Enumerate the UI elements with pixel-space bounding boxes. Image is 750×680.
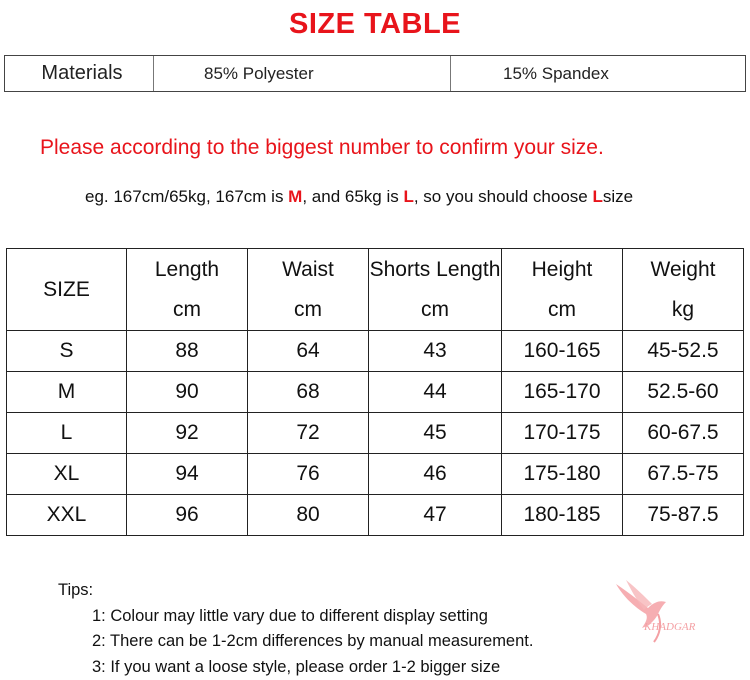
header-shorts-length-label: Shorts Length — [369, 250, 501, 290]
cell-weight: 45-52.5 — [623, 331, 744, 372]
cell-waist: 64 — [248, 331, 369, 372]
cell-length: 90 — [127, 372, 248, 413]
cell-shorts-length: 45 — [369, 413, 502, 454]
header-waist — [248, 249, 369, 331]
example-highlight-choice: L — [592, 187, 602, 206]
header-waist-unit: cm — [248, 290, 368, 330]
bird-logo-icon — [608, 578, 718, 648]
header-shorts-length-unit: cm — [369, 290, 501, 330]
cell-size: XL — [7, 454, 127, 495]
size-table — [6, 248, 744, 536]
cell-height: 180-185 — [502, 495, 623, 536]
header-length — [127, 249, 248, 331]
cell-length: 96 — [127, 495, 248, 536]
header-height-label: Height — [502, 250, 622, 290]
example-text-4: size — [603, 187, 633, 206]
brand-logo — [608, 578, 718, 648]
cell-weight: 67.5-75 — [623, 454, 744, 495]
cell-height: 160-165 — [502, 331, 623, 372]
materials-bar — [4, 55, 746, 92]
cell-height: 175-180 — [502, 454, 623, 495]
example-highlight-m: M — [288, 187, 302, 206]
cell-shorts-length: 47 — [369, 495, 502, 536]
cell-length: 94 — [127, 454, 248, 495]
size-notice: Please according to the biggest number to confirm your size. — [40, 136, 604, 160]
cell-height: 170-175 — [502, 413, 623, 454]
cell-weight: 60-67.5 — [623, 413, 744, 454]
cell-waist: 76 — [248, 454, 369, 495]
example-text-1: eg. 167cm/65kg, 167cm is — [85, 187, 288, 206]
header-length-label: Length — [127, 250, 247, 290]
cell-weight: 75-87.5 — [623, 495, 744, 536]
header-size-label: SIZE — [43, 278, 90, 301]
header-height-unit: cm — [502, 290, 622, 330]
table-row — [7, 454, 744, 495]
header-weight-unit: kg — [623, 290, 743, 330]
cell-shorts-length: 43 — [369, 331, 502, 372]
page-title: SIZE TABLE — [0, 8, 750, 41]
cell-waist: 80 — [248, 495, 369, 536]
example-text-3: , so you should choose — [414, 187, 593, 206]
cell-waist: 68 — [248, 372, 369, 413]
cell-size: S — [7, 331, 127, 372]
cell-height: 165-170 — [502, 372, 623, 413]
header-waist-label: Waist — [248, 250, 368, 290]
example-highlight-l: L — [403, 187, 413, 206]
table-row — [7, 495, 744, 536]
header-height — [502, 249, 623, 331]
tips-heading: Tips: — [58, 578, 533, 604]
tip-item: 3: If you want a loose style, please order 1-2 bigger size — [58, 655, 533, 680]
table-row — [7, 331, 744, 372]
cell-length: 92 — [127, 413, 248, 454]
tip-item: 1: Colour may little vary due to different display setting — [58, 604, 533, 630]
cell-length: 88 — [127, 331, 248, 372]
header-weight-label: Weight — [623, 250, 743, 290]
table-row — [7, 413, 744, 454]
header-weight — [623, 249, 744, 331]
logo-text: KHADGAR — [643, 621, 696, 633]
cell-size: L — [7, 413, 127, 454]
header-size — [7, 249, 127, 331]
example-text-2: , and 65kg is — [302, 187, 403, 206]
materials-label: Materials — [5, 56, 154, 91]
cell-waist: 72 — [248, 413, 369, 454]
size-table-header-row — [7, 249, 744, 331]
cell-weight: 52.5-60 — [623, 372, 744, 413]
tip-item: 2: There can be 1-2cm differences by manual measurement. — [58, 629, 533, 655]
header-shorts-length — [369, 249, 502, 331]
table-row — [7, 372, 744, 413]
header-length-unit: cm — [127, 290, 247, 330]
cell-shorts-length: 44 — [369, 372, 502, 413]
size-example — [85, 187, 633, 207]
cell-shorts-length: 46 — [369, 454, 502, 495]
material-spandex: 15% Spandex — [451, 56, 745, 91]
cell-size: XXL — [7, 495, 127, 536]
cell-size: M — [7, 372, 127, 413]
tips-section — [58, 578, 533, 680]
material-polyester: 85% Polyester — [154, 56, 451, 91]
